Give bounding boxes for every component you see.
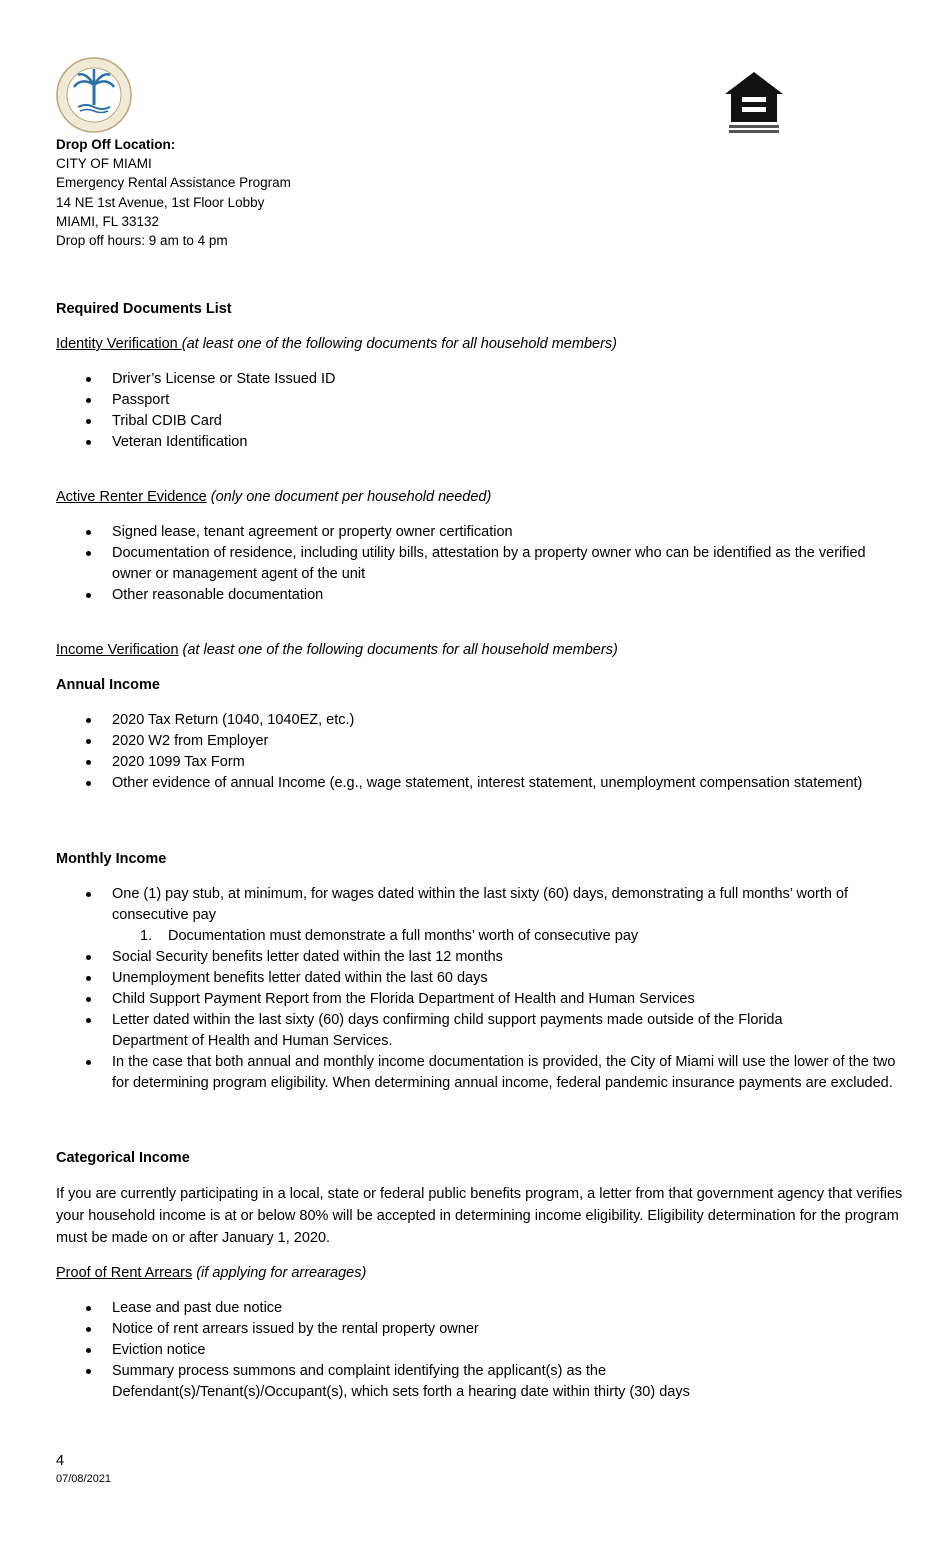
section-note: (only one document per household needed)	[206, 489, 492, 505]
list-item: Other evidence of annual Income (e.g., wage statement, interest statement, unemployment compensation statement)	[56, 773, 906, 794]
identity-list	[56, 369, 906, 453]
list-item: Driver’s License or State Issued ID	[56, 369, 906, 390]
identity-verification-heading	[56, 334, 906, 355]
annual-income-list	[56, 710, 906, 794]
monthly-sub-item	[56, 926, 950, 947]
list-item: Social Security benefits letter dated within the last 12 months	[56, 947, 906, 968]
list-item: Notice of rent arrears issued by the rental property owner	[56, 1319, 906, 1340]
address-line: MIAMI, FL 33132	[56, 213, 160, 229]
list-item: Other reasonable documentation	[56, 585, 906, 606]
page-number: 4	[56, 1453, 65, 1469]
monthly-income-list-continued	[56, 947, 906, 1094]
list-item: Letter dated within the last sixty (60) days confirming child support payments made outside of the Florida Department of Health and Human Services.	[56, 1010, 906, 1052]
list-item: Passport	[56, 390, 906, 411]
section-heading: Proof of Rent Arrears	[56, 1265, 193, 1281]
list-item: Unemployment benefits letter dated within the last 60 days	[56, 968, 906, 989]
list-item: In the case that both annual and monthly income documentation is provided, the City of Miami will use the lower of the two for determining program eligibility. When determining annual income, federal pandemic insurance payments are excluded.	[56, 1052, 906, 1094]
section-note: (at least one of the following documents for all household members)	[178, 642, 618, 658]
rent-arrears-heading	[56, 1263, 906, 1284]
list-item: 2020 1099 Tax Form	[56, 752, 906, 773]
document-title: Required Documents List	[56, 301, 232, 317]
list-item: Veteran Identification	[56, 432, 906, 453]
list-item: Tribal CDIB Card	[56, 411, 906, 432]
section-heading: Income Verification	[56, 642, 179, 658]
list-item: One (1) pay stub, at minimum, for wages dated within the last sixty (60) days, demonstrating a full months’ worth of consecutive pay	[56, 884, 906, 926]
list-item: Summary process summons and complaint identifying the applicant(s) as the Defendant(s)/Tenant(s)/Occupant(s), which sets forth a hearing date within thirty (30) days	[56, 1361, 906, 1403]
list-item: Child Support Payment Report from the Florida Department of Health and Human Services	[56, 989, 906, 1010]
rent-arrears-list	[56, 1298, 906, 1403]
section-note: (at least one of the following documents for all household members)	[181, 336, 617, 352]
section-heading: Active Renter Evidence	[56, 489, 207, 505]
list-item: Eviction notice	[56, 1340, 906, 1361]
section-heading: Identity Verification	[56, 336, 182, 352]
monthly-income-list	[56, 884, 906, 926]
drop-off-label: Drop Off Location:	[56, 137, 176, 152]
income-verification-heading	[56, 640, 906, 661]
section-note: (if applying for arrearages)	[192, 1265, 367, 1281]
address-line: 14 NE 1st Avenue, 1st Floor Lobby	[56, 194, 265, 210]
categorical-income-text: If you are currently participating in a local, state or federal public benefits program, a letter from that government agency that verifies your household income is at or below 80% will be accepted in determining income eligibility. Eligibility determination for the program must be made on or after January 1, 2020.	[56, 1186, 903, 1246]
drop-off-address	[56, 135, 291, 250]
sub-item-number: 1.	[140, 928, 153, 944]
list-item: Documentation of residence, including utility bills, attestation by a property owner who can be identified as the verified owner or management agent of the unit	[56, 543, 906, 585]
sub-item-text: Documentation must demonstrate a full months’ worth of consecutive pay	[168, 928, 639, 944]
renter-evidence-heading	[56, 487, 906, 508]
categorical-income-heading: Categorical Income	[56, 1150, 190, 1166]
list-item: 2020 Tax Return (1040, 1040EZ, etc.)	[56, 710, 906, 731]
annual-income-heading: Annual Income	[56, 677, 160, 693]
list-item: Lease and past due notice	[56, 1298, 906, 1319]
list-item: 2020 W2 from Employer	[56, 731, 906, 752]
renter-evidence-list	[56, 522, 906, 606]
monthly-income-heading: Monthly Income	[56, 851, 167, 867]
city-of-miami-seal-logo	[56, 57, 132, 133]
address-line: CITY OF MIAMI	[56, 156, 152, 172]
equal-housing-opportunity-logo	[723, 70, 785, 136]
document-date: 07/08/2021	[56, 1473, 112, 1485]
address-line: Emergency Rental Assistance Program	[56, 175, 291, 191]
list-item: Signed lease, tenant agreement or property owner certification	[56, 522, 906, 543]
drop-off-hours: Drop off hours: 9 am to 4 pm	[56, 233, 228, 249]
